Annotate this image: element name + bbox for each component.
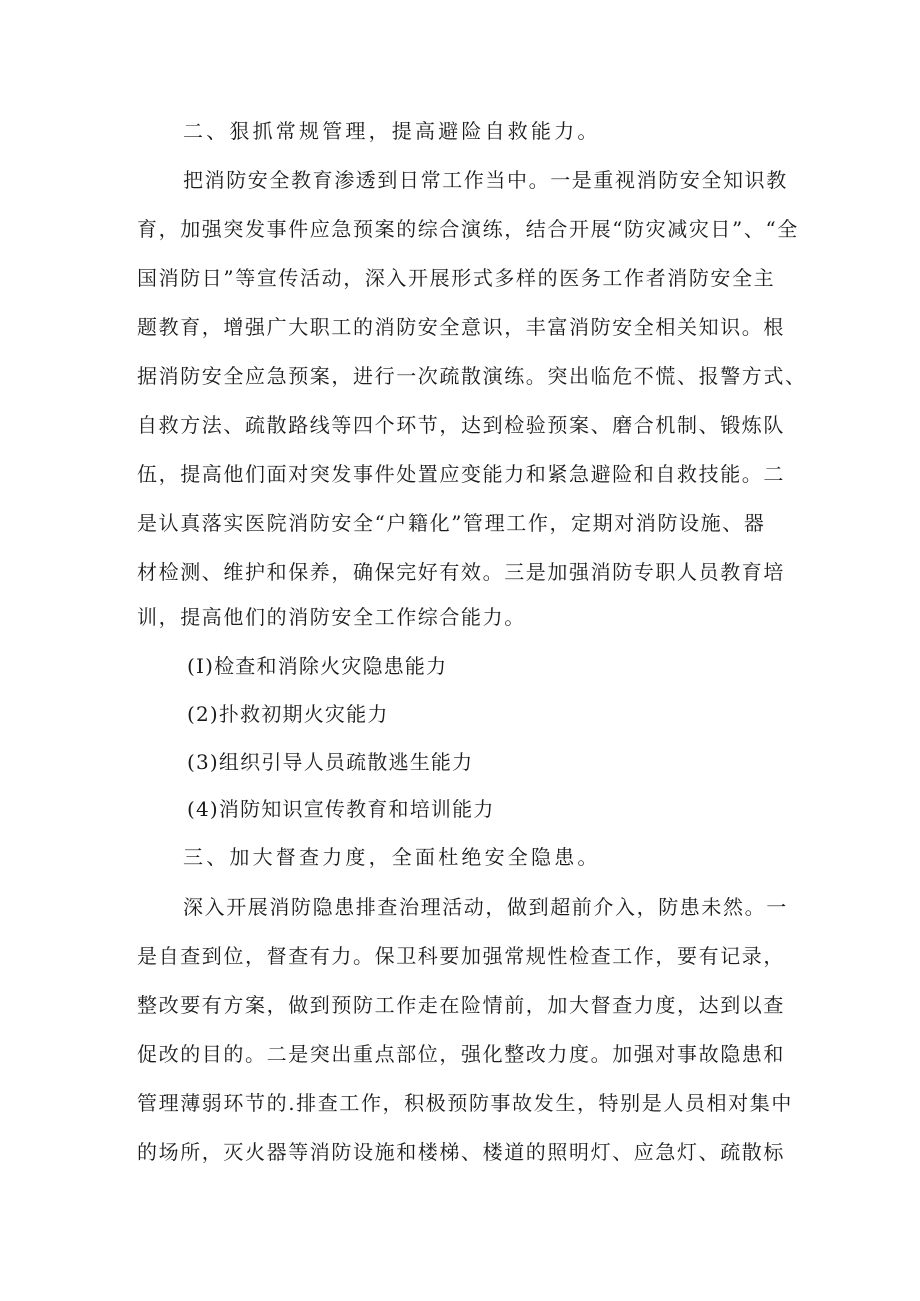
list-item: (4)消防知识宣传教育和培训能力 [187,797,495,821]
paragraph-line: 据消防安全应急预案，进行一次疏散演练。突出临危不慌、报警方式、 [137,364,807,388]
paragraph-line: 材检测、维护和保养，确保完好有效。三是加强消防专职人员教育培 [137,560,785,584]
paragraph-line: 伍，提高他们面对突发事件处置应变能力和紧急避险和自救技能。二 [137,462,785,486]
paragraph-line: 深入开展消防隐患排查治理活动，做到超前介入，防患未然。一 [183,895,788,919]
list-item: (3)组织引导人员疏散逃生能力 [187,750,474,774]
paragraph-line: 自救方法、疏散路线等四个环节，达到检验预案、磨合机制、锻炼队 [137,413,785,437]
section-2-heading: 二、狠抓常规管理，提高避险自救能力。 [183,119,601,143]
paragraph-line: 把消防安全教育渗透到日常工作当中。一是重视消防安全知识教 [183,168,788,192]
paragraph-line: 育，加强突发事件应急预案的综合演练，结合开展“防灾减灾日”、“全 [137,217,799,241]
paragraph-line: 管理薄弱环节的.排查工作，积极预防事故发生，特别是人员相对集中 [137,1091,793,1115]
list-item: (2)扑救初期火灾能力 [187,702,389,726]
paragraph-line: 促改的目的。二是突出重点部位，强化整改力度。加强对事故隐患和 [137,1042,785,1066]
paragraph-line: 国消防日”等宣传活动，深入开展形式多样的医务工作者消防安全主 [137,266,776,290]
paragraph-line: 整改要有方案，做到预防工作走在险情前，加大督查力度，达到以查 [137,993,785,1017]
paragraph-line: 的场所，灭火器等消防设施和楼梯、楼道的照明灯、应急灯、疏散标 [137,1140,785,1164]
list-item: (I)检查和消除火灾隐患能力 [187,654,448,678]
paragraph-line: 是认真落实医院消防安全“户籍化”管理工作，定期对消防设施、器 [137,511,766,535]
paragraph-line: 是自查到位，督查有力。保卫科要加强常规性检查工作，要有记录， [137,944,785,968]
paragraph-line: 题教育，增强广大职工的消防安全意识，丰富消防安全相关知识。根 [137,315,785,339]
section-3-heading: 三、加大督查力度，全面杜绝安全隐患。 [183,845,601,869]
paragraph-line: 训，提高他们的消防安全工作综合能力。 [137,605,526,629]
